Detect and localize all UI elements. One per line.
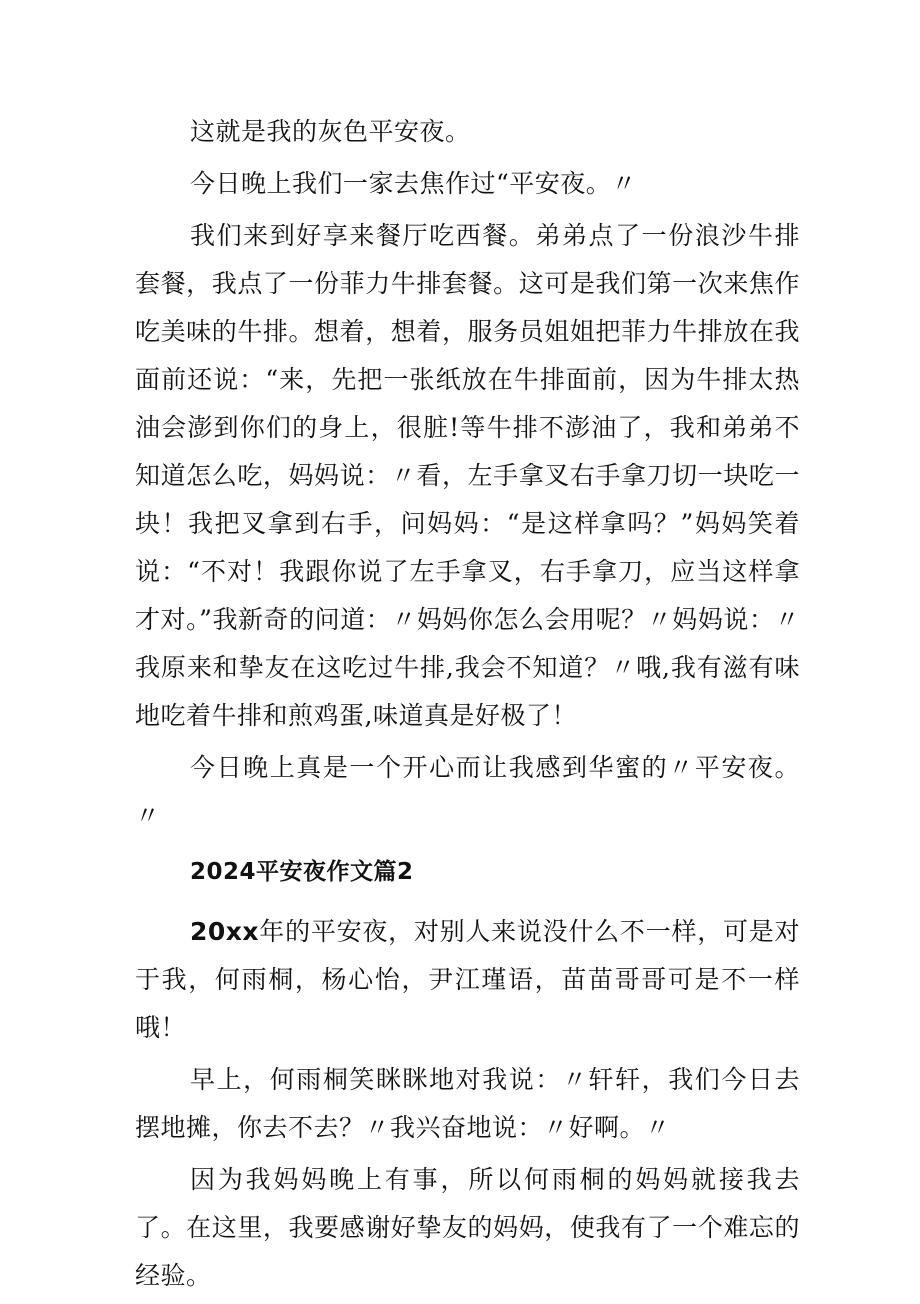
paragraph-5 bbox=[135, 908, 800, 1052]
paragraph-6: 早上，何雨桐笑眯眯地对我说：〃轩轩，我们今日去摆地摊，你去不去？〃我兴奋地说：〃好啊。〃 bbox=[135, 1065, 800, 1142]
section-heading: 2024平安夜作文篇2 bbox=[190, 859, 414, 885]
paragraph-7: 因为我妈妈晚上有事，所以何雨桐的妈妈就接我去了。在这里，我要感谢好挚友的妈妈，使我有了一个难忘的经验。 bbox=[135, 1165, 800, 1290]
paragraph-4: 今日晚上真是一个开心而让我感到华蜜的〃平安夜。〃 bbox=[135, 753, 800, 830]
paragraph-5-lead: 20xx bbox=[190, 917, 260, 946]
paragraph-2: 今日晚上我们一家去焦作过“平安夜。〃 bbox=[190, 169, 637, 198]
document-body bbox=[135, 108, 800, 1304]
paragraph-1: 这就是我的灰色平安夜。 bbox=[190, 117, 471, 146]
paragraph-5-rest: 年的平安夜，对别人来说没什么不一样，可是对于我，何雨桐，杨心怡，尹江瑾语，苗苗哥哥可是不一样哦！ bbox=[135, 917, 800, 1042]
paragraph-3: 我们来到好享来餐厅吃西餐。弟弟点了一份浪沙牛排套餐，我点了一份菲力牛排套餐。这可是我们第一次来焦作吃美味的牛排。想着，想着，服务员姐姐把菲力牛排放在我面前还说：“来，先把一张纸放在牛排面前，因为牛排太热油会澎到你们的身上，很脏!等牛排不澎油了，我和弟弟不知道怎么吃，妈妈说：〃看，左手拿叉右手拿刀切一块吃一块！我把叉拿到右手，问妈妈：“是这样拿吗？”妈妈笑着说：“不对！我跟你说了左手拿叉，右手拿刀，应当这样拿才对。”我新奇的问道：〃妈妈你怎么会用呢？〃妈妈说：〃我原来和挚友在这吃过牛排,我会不知道？〃哦,我有滋有味地吃着牛排和煎鸡蛋,味道真是好极了！ bbox=[135, 221, 800, 730]
